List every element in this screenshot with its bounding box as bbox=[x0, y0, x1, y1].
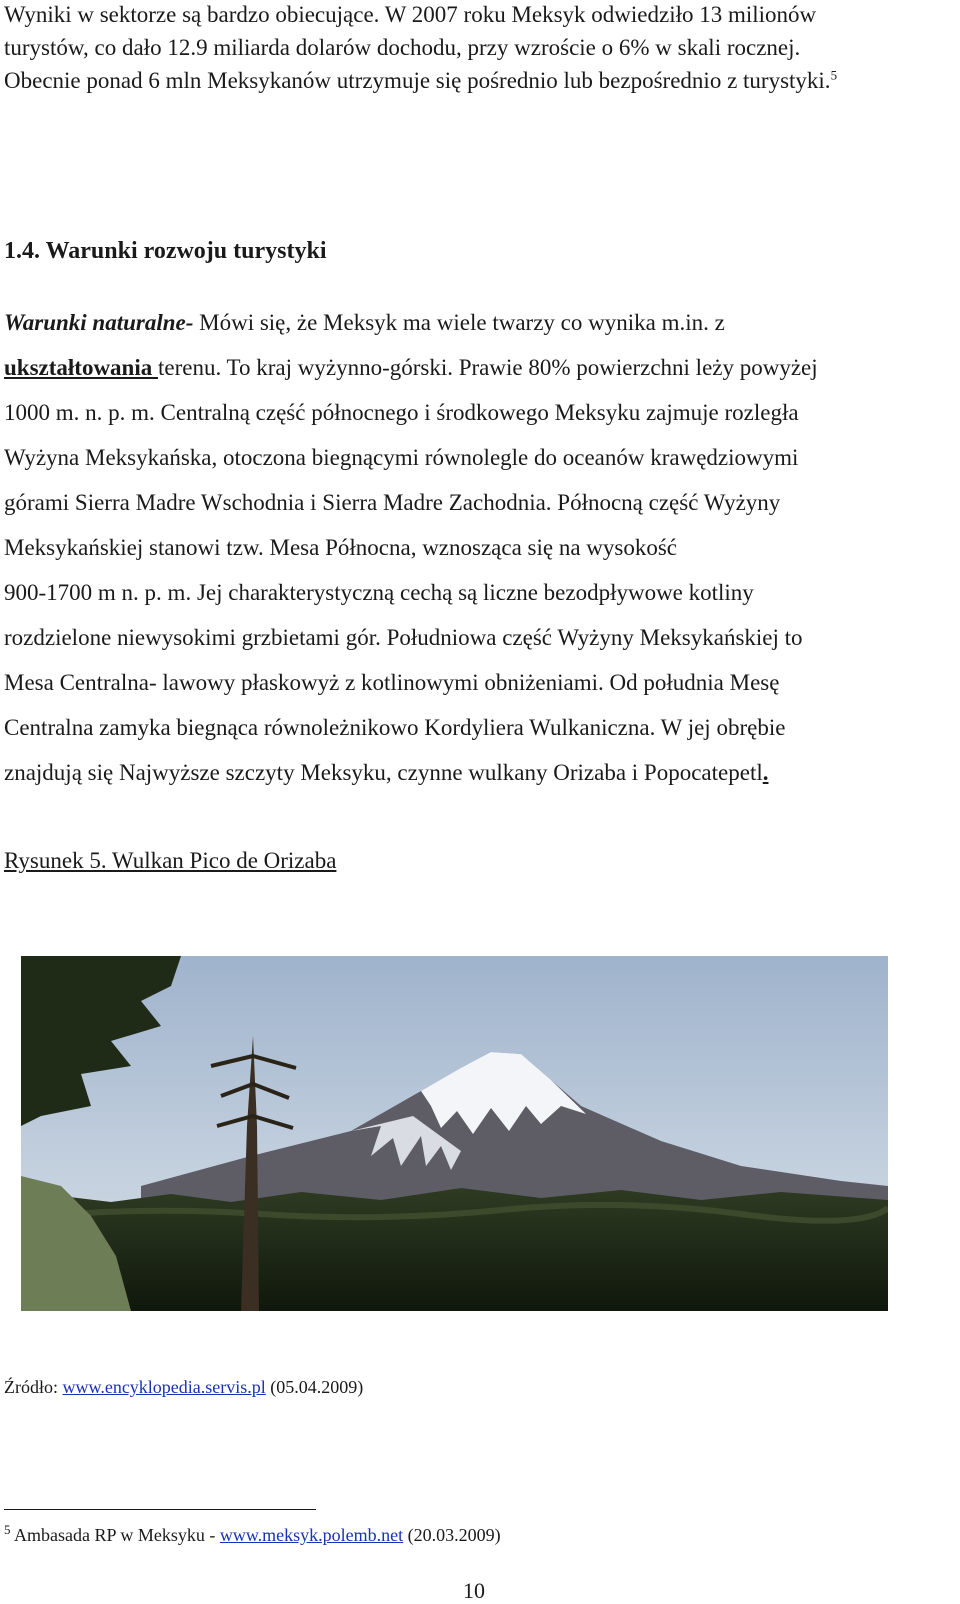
body-line: 1000 m. n. p. m. Centralną część północnego i środkowego Meksyku zajmuje rozległa bbox=[4, 400, 799, 425]
intro-line bbox=[4, 66, 837, 99]
body-line: znajdują się Najwyższe szczyty Meksyku, czynne wulkany Orizaba i Popocatepetl. bbox=[4, 760, 769, 785]
footnote-text: Ambasada RP w Meksyku - bbox=[10, 1525, 220, 1545]
intro-line-text: Obecnie ponad 6 mln Meksykanów utrzymuje się pośrednio lub bezpośrednio z turystyki. bbox=[4, 68, 831, 93]
emphasis-word: ukształtowania bbox=[4, 355, 158, 380]
footnote-separator bbox=[4, 1509, 316, 1510]
lead-label: Warunki naturalne- bbox=[4, 310, 194, 335]
body-line: ukształtowania terenu. To kraj wyżynno-górski. Prawie 80% powierzchni leży powyżej bbox=[4, 355, 818, 380]
page-number: 10 bbox=[463, 1578, 485, 1603]
body-line: górami Sierra Madre Wschodnia i Sierra Madre Zachodnia. Północną część Wyżyny bbox=[4, 490, 781, 515]
footnote-link[interactable]: www.meksyk.polemb.net bbox=[219, 1525, 404, 1545]
body-line: 900-1700 m n. p. m. Jej charakterystyczną cechą są liczne bezodpływowe kotliny bbox=[4, 580, 754, 605]
body-line: Wyżyna Meksykańska, otoczona biegnącymi równolegle do oceanów krawędziowymi bbox=[4, 445, 799, 470]
source-label: Źródło: bbox=[4, 1377, 63, 1397]
figure-source bbox=[4, 1377, 363, 1398]
source-date: (05.04.2009) bbox=[265, 1377, 364, 1397]
intro-line: turystów, co dało 12.9 miliarda dolarów dochodu, przy wzroście o 6% w skali rocznej. bbox=[4, 35, 801, 60]
forest bbox=[21, 1188, 888, 1311]
intro-line: Wyniki w sektorze są bardzo obiecujące. W 2007 roku Meksyk odwiedziło 13 milionów bbox=[4, 2, 817, 27]
footnote bbox=[4, 1522, 501, 1546]
section-heading: 1.4. Warunki rozwoju turystyki bbox=[4, 238, 327, 264]
body-line: rozdzielone niewysokimi grzbietami gór. Południowa część Wyżyny Meksykańskiej to bbox=[4, 625, 803, 650]
volcano-photo bbox=[21, 956, 888, 1311]
footnote-date: (20.03.2009) bbox=[403, 1525, 501, 1545]
figure-caption: Rysunek 5. Wulkan Pico de Orizaba bbox=[4, 848, 337, 873]
final-dot: . bbox=[762, 760, 769, 785]
section-body bbox=[4, 308, 818, 803]
source-link[interactable]: www.encyklopedia.servis.pl bbox=[62, 1377, 266, 1397]
body-line: Mesa Centralna- lawowy płaskowyż z kotlinowymi obniżeniami. Od południa Mesę bbox=[4, 670, 780, 695]
intro-paragraph bbox=[4, 0, 837, 99]
body-line: Warunki naturalne- Mówi się, że Meksyk ma wiele twarzy co wynika m.in. z bbox=[4, 310, 725, 335]
body-line: Centralna zamyka biegnąca równoleżnikowo Kordyliera Wulkaniczna. W jej obrębie bbox=[4, 715, 786, 740]
footnote-reference[interactable]: 5 bbox=[830, 67, 838, 83]
body-line: Meksykańskiej stanowi tzw. Mesa Północna, wznosząca się na wysokość bbox=[4, 535, 678, 560]
footnote-number: 5 bbox=[4, 1522, 11, 1537]
